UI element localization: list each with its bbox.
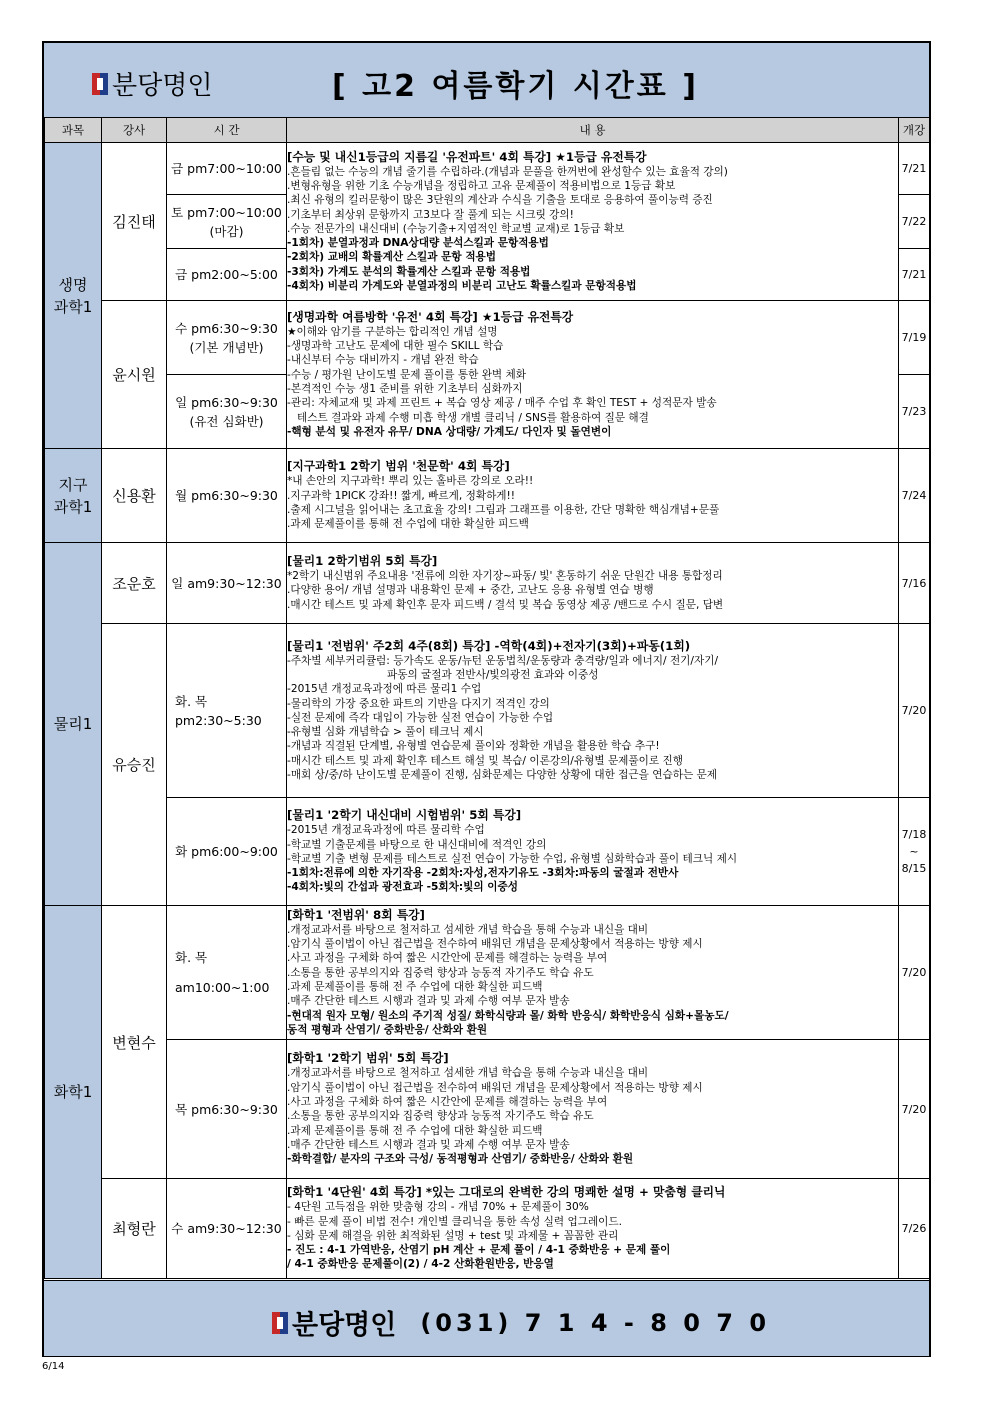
time-cell: 토 pm7:00~10:00 (마감) [167,195,287,249]
content-line: -1회차) 분열과정과 DNA상대량 분석스킬과 문항적용법 [287,237,549,250]
start-date-cell: 7/20 [899,624,930,798]
content-line: -실전 문제에 즉각 대입이 가능한 실전 연습이 가능한 수업 [287,711,554,724]
content-line: -매시간 테스트 및 과제 확인후 테스트 해설 및 복습/ 이론강의/유형별 문제풀이로 진행 [287,754,683,767]
content-line: .소통을 통한 공부의지와 집중력 향상과 능동적 자기주도 학습 유도 [287,1110,594,1123]
content-line: [지구과학1 2학기 범위 '천문학' 4회 특강] [287,459,510,474]
start-date-cell: 7/22 [899,195,930,249]
time-cell: 화. 목 am10:00~1:00 [167,906,287,1040]
table-row [45,143,930,195]
content-line: [화학1 '2학기 범위' 5회 특강] [287,1051,449,1066]
teacher-cell: 김진태 [102,143,167,301]
content-line: .과제 문제풀이를 통해 전 주 수업에 대한 확실한 피드백 [287,1124,543,1137]
content-line: .매주 간단한 테스트 시행과 결과 및 과제 수행 여부 문자 발송 [287,995,570,1008]
content-line: [수능 및 내신1등급의 지름길 '유전파트' 4회 특강] ★1등급 유전특강 [287,149,647,164]
content-line: .과제 문제풀이를 통해 전 주 수업에 대한 확실한 피드백 [287,981,543,993]
content-line: -유형별 심화 개념학습 > 풀이 테크닉 제시 [287,726,484,739]
start-date-cell: 7/16 [899,543,930,624]
content-cell [287,624,899,798]
table-row [45,543,930,624]
content-line: - 4단원 고득점을 위한 맞춤형 강의 - 개념 70% + 문제풀이 30% [287,1201,589,1214]
time-cell: 화 pm6:00~9:00 [167,798,287,906]
content-line: -2015년 개정교육과정에 따른 물리학 수업 [287,824,485,837]
content-line: -핵형 분석 및 유전자 유무/ DNA 상대량/ 가계도/ 다인자 및 돌연변이 [287,425,612,438]
time-cell: 일 pm6:30~9:30 (유전 심화반) [167,375,287,449]
content-cell [287,1040,899,1179]
teacher-cell: 유승진 [102,624,167,906]
content-line: ★이해와 암기를 구분하는 합리적인 개념 설명 [287,325,498,338]
content-cell [287,449,899,543]
page-footer [44,1280,929,1356]
subject-cell: 지구 과학1 [45,449,102,543]
start-date-cell: 7/23 [899,375,930,449]
content-line: - 진도 : 4-1 가역반응, 산염기 pH 계산 + 문제 풀이 / 4-1 중화반응 + 문제 풀이 [287,1244,671,1257]
col-header-content: 내 용 [287,118,899,143]
start-date-cell: 7/19 [899,301,930,375]
content-line: *2학기 내신범위 주요내용 '전류에 의한 자기장~파동/ 빛' 혼동하기 쉬운 단원간 내용 통합정리 [287,570,723,583]
content-line: - 심화 문제 해결을 위한 최적화된 설명 + test 및 과제물 + 꼼꼼한 관리 [287,1229,619,1242]
content-line: -2회차) 교배의 확률계산 스킬과 문항 적용법 [287,251,497,264]
content-line: .변형유형을 위한 기초 수능개념을 정립하고 고유 문제풀이 적용비법으로 1등급 확보 [287,179,676,192]
content-line: - 빠른 문제 풀이 비법 전수! 개인별 클리닉을 통한 속성 실력 업그레이드. [287,1215,623,1228]
start-date-cell: 7/20 [899,906,930,1040]
start-date-cell: 7/26 [899,1179,930,1279]
col-header-subject: 과목 [45,118,102,143]
content-line: -개념과 직결된 단계별, 유형별 연습문제 풀이와 정확한 개념을 활용한 학습 추구! [287,740,660,753]
time-cell: 금 pm7:00~10:00 [167,143,287,195]
teacher-cell: 변현수 [102,906,167,1179]
content-line: .개정교과서를 바탕으로 철저하고 섬세한 개념 학습을 통해 수능과 내신을 대비 [287,1067,649,1080]
content-cell [287,301,899,449]
content-line: [물리1 '2학기 내신대비 시험범위' 5회 특강] [287,808,522,823]
content-line: [생명과학 여름방학 '유전' 4회 특강] ★1등급 유전특강 [287,309,574,324]
content-line: .사고 과정을 구체화 하여 짧은 시간안에 문제를 해결하는 능력을 부여 [287,952,608,965]
content-cell [287,1179,899,1279]
schedule-table [44,117,930,1279]
brand-logo [92,65,212,102]
time-cell: 월 pm6:30~9:30 [167,449,287,543]
time-cell: 목 pm6:30~9:30 [167,1040,287,1179]
content-line: -학교별 기출문제를 바탕으로 한 내신대비에 적격인 강의 [287,838,547,851]
content-line: .개정교과서를 바탕으로 철저하고 섬세한 개념 학습을 통해 수능과 내신을 대비 [287,923,649,936]
col-header-start: 개강 [899,118,930,143]
subject-cell: 물리1 [45,543,102,906]
content-line: [화학1 '4단원' 4회 특강] *있는 그대로의 완벽한 강의 명쾌한 설명 + 맞춤형 클리닉 [287,1185,726,1200]
table-row [45,1179,930,1279]
content-line: [물리1 '전범위' 주2회 4주(8회) 특강] -역학(4회)+전자기(3회)+파동(1회) [287,638,691,653]
start-date-cell: 7/18 ~ 8/15 [899,798,930,906]
content-line: -생명과학 고난도 문제에 대한 필수 SKILL 학습 [287,340,504,353]
content-line: .과제 문제풀이를 통해 전 수업에 대한 확실한 피드백 [287,518,529,531]
page-number: 6/14 [42,1361,65,1372]
footer-brand [272,1303,770,1342]
content-line: -3회차) 가계도 분석의 확률계산 스킬과 문항 적용법 [287,265,531,278]
subject-cell: 화학1 [45,906,102,1279]
content-line: .암기식 풀이법이 아닌 접근법을 전수하여 배워던 개념을 문제상황에서 적용하는 방향 제시 [287,938,703,951]
content-cell [287,798,899,906]
footer-brand-name: 분당명인 [292,1310,397,1341]
content-line: / 4-1 중화반응 문제풀이(2) / 4-2 산화환원반응, 반응열 [287,1258,554,1271]
logo-mark-icon [92,73,108,95]
subject-cell: 생명 과학1 [45,143,102,449]
brand-name: 분당명인 [112,71,213,101]
content-line: -2015년 개정교육과정에 따른 물리1 수업 [287,683,482,696]
table-row [45,449,930,543]
content-line: -관리: 자체교재 및 과제 프린트 + 복습 영상 제공 / 매주 수업 후 확인 TEST + 성적문자 발송 [287,397,717,410]
time-cell: 금 pm2:00~5:00 [167,249,287,301]
column-header-row [45,118,930,143]
content-line: .소통을 통한 공부의지와 집중력 향상과 능동적 자기주도 학습 유도 [287,966,594,979]
content-line: .매주 간단한 테스트 시행과 결과 및 과제 수행 여부 문자 발송 [287,1138,570,1151]
content-line: -화학결합/ 분자의 구조와 극성/ 동적평형과 산염기/ 중화반응/ 산화와 환원 [287,1153,634,1166]
table-row [45,1040,930,1179]
content-line: -4회차:빛의 간섭과 광전효과 -5회차:빛의 이중성 [287,881,518,894]
time-cell: 화. 목 pm2:30~5:30 [167,624,287,798]
content-line: -물리학의 가장 중요한 파트의 기반을 다지기 적격인 강의 [287,697,550,710]
content-line: -본격적인 수능 생1 준비를 위한 기초부터 심화까지 [287,383,523,395]
content-line: -주차별 세부커리큘럼: 등가속도 운동/뉴턴 운동법칙/운동량과 충격량/일과 에너지/ 전기/자기/ [287,654,719,667]
content-line: [화학1 '전범위' 8회 특강] [287,907,425,922]
content-line: -학교별 기출 변형 문제를 테스트로 실전 연습이 가능한 수업, 유형별 심화학습과 풀이 테크닉 제시 [287,852,738,865]
content-cell [287,143,899,301]
time-cell: 수 am9:30~12:30 [167,1179,287,1279]
start-date-cell: 7/24 [899,449,930,543]
content-line: .수능 전문가의 내신대비 (수능기출+지엽적인 학교별 교재)로 1등급 확보 [287,222,625,235]
content-line: -현대적 원자 모형/ 원소의 주기적 성질/ 화학식량과 몰/ 화학 반응식/ 화학반응식 심화+몰농도/ [287,1009,729,1022]
time-cell: 일 am9:30~12:30 [167,543,287,624]
content-line: .지구과학 1PICK 강좌!! 짧게, 빠르게, 정확하게!! [287,489,516,502]
content-line: .사고 과정을 구체화 하여 짧은 시간안에 문제를 해결하는 능력을 부여 [287,1096,608,1109]
content-line: [물리1 2학기범위 5회 특강] [287,554,438,569]
content-cell [287,906,899,1040]
logo-mark-icon [272,1312,288,1334]
col-header-teacher: 강사 [102,118,167,143]
table-row [45,624,930,798]
content-line: -1회차:전류에 의한 자기작용 -2회차:자성,전자기유도 -3회차:파동의 굴절과 전반사 [287,867,679,880]
table-row [45,906,930,1040]
time-cell: 수 pm6:30~9:30 (기본 개념반) [167,301,287,375]
content-line: .최신 유형의 킬러문항이 많은 3단원의 계산과 수식을 기출을 토대로 응용하여 풀이능력 증진 [287,194,713,207]
teacher-cell: 신용환 [102,449,167,543]
table-row [45,301,930,375]
timetable-frame [42,41,931,1357]
start-date-cell: 7/21 [899,249,930,301]
content-line: -내신부터 수능 대비까지 - 개념 완전 학습 [287,354,479,367]
content-line: 파동의 굴절과 전반사/빛의광전 효과와 이중성 [387,668,599,681]
content-line: -4회차) 비분리 가계도와 분열과정의 비분리 고난도 확률스킬과 문항적용법 [287,280,637,293]
teacher-cell: 윤시원 [102,301,167,449]
content-cell [287,543,899,624]
content-line: 테스트 결과와 과제 수행 미흡 학생 개별 클리닉 / SNS를 활용하여 질문 해결 [297,411,649,424]
teacher-cell: 최형란 [102,1179,167,1279]
content-line: -수능 / 평가원 난이도별 문제 풀이를 통한 완벽 체화 [287,368,527,381]
start-date-cell: 7/21 [899,143,930,195]
content-line: .매시간 테스트 및 과제 확인후 문자 피드백 / 결석 및 복습 동영상 제공 /밴드로 수시 질문, 답변 [287,598,724,611]
content-line: .출제 시그널을 읽어내는 초고효율 강의! 그림과 그래프를 이용한, 간단 명확한 핵심개념+문풀 [287,504,720,516]
phone-number: (031) 7 1 4 - 8 0 7 0 [420,1308,771,1337]
content-line: 동적 평형과 산염기/ 중화반응/ 산화와 환원 [287,1023,488,1036]
content-line: .흔들림 없는 수능의 개념 줄기를 수립하라.(개념과 문풀을 한꺼번에 완성할수 있는 효율적 강의) [287,165,728,178]
content-line: -매회 상/중/하 난이도별 문제풀이 진행, 심화문제는 다양한 상황에 대한 접근을 연습하는 문제 [287,769,718,782]
content-line: *내 손안의 지구과학! 뿌리 있는 홀바른 강의로 오라!! [287,475,534,488]
start-date-cell: 7/20 [899,1040,930,1179]
col-header-time: 시 간 [167,118,287,143]
content-line: .암기식 풀이법이 아닌 접근법을 전수하여 배워던 개념을 문제상황에서 적용하는 방향 제시 [287,1081,703,1094]
page-title: [ 고2 여름학기 시간표 ] [332,69,699,104]
content-line: .다양한 용어/ 개념 설명과 내용확인 문제 + 중간, 고난도 응용 유형별 연습 병행 [287,584,654,597]
content-line: .기초부터 최상위 문항까지 고3보다 잘 풀게 되는 시크릿 강의! [287,208,574,221]
teacher-cell: 조운호 [102,543,167,624]
table-row [45,798,930,906]
page-header [44,43,929,118]
